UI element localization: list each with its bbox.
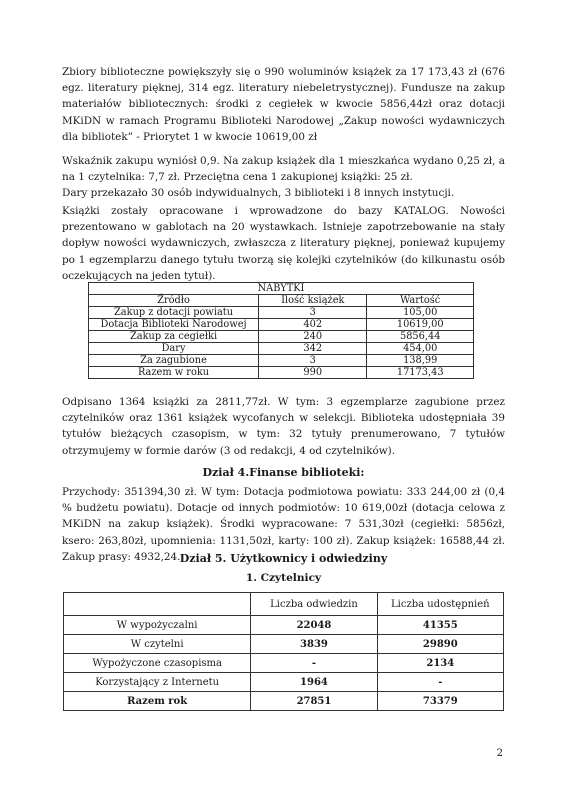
table-cell: Wypożyczone czasopisma <box>64 654 251 673</box>
table-cell: 990 <box>259 367 367 379</box>
table-cell: W wypożyczalni <box>64 616 251 635</box>
column-header: Liczba udostępnień <box>377 593 503 616</box>
table-cell: 22048 <box>251 616 377 635</box>
section-heading-users: Dział 5. Użytkownicy i odwiedziny <box>179 552 388 565</box>
table-row <box>89 331 474 343</box>
table-cell: Zakup z dotacji powiatu <box>89 307 259 319</box>
table-cell: Razem w roku <box>89 367 259 379</box>
table-cell: 17173,43 <box>367 367 474 379</box>
table-cell: - <box>377 673 503 692</box>
acquisitions-table <box>88 282 474 379</box>
table-caption: NABYTKI <box>89 283 474 295</box>
page-number: 2 <box>496 748 503 759</box>
table-row <box>64 616 504 635</box>
table-row <box>89 307 474 319</box>
subsection-heading-readers: 1. Czytelnicy <box>245 572 322 584</box>
table-cell: 1964 <box>251 673 377 692</box>
column-header: Wartość <box>367 295 474 307</box>
table-row <box>64 635 504 654</box>
table-cell: 41355 <box>377 616 503 635</box>
table-cell: 240 <box>259 331 367 343</box>
table-cell: 402 <box>259 319 367 331</box>
paragraph-catalog: Książki zostały opracowane i wprowadzone do bazy KATALOG. Nowości prezentowano w gablotach na 20 wystawkach. Istnieje zapotrzebowanie na stały dopływ nowości wydawniczych, zwłaszcza z literatury pięknej, ponieważ kupujemy po 1 egzemplarzu danego tytułu tworzą się kolejki czytelników (do kilkunastu osób oczekujących na jeden tytuł). <box>62 205 505 282</box>
table-row <box>64 673 504 692</box>
table-cell: W czytelni <box>64 635 251 654</box>
table-cell: Razem rok <box>64 692 251 711</box>
table-cell: 3839 <box>251 635 377 654</box>
table-cell: 29890 <box>377 635 503 654</box>
table-cell: Korzystający z Internetu <box>64 673 251 692</box>
table-row-total <box>89 367 474 379</box>
table-cell: Dary <box>89 343 259 355</box>
paragraph-finance: Przychody: 351394,30 zł. W tym: Dotacja podmiotowa powiatu: 333 244,00 zł (0,4 % budżetu powiatu). Dotacje od innych podmiotów: 10 619,00zł (dotacja celowa z MKiDN na zakup książek). Środki wypracowane: 7 531,30zł (cegiełki: 5856zł, ksero: 263,80zł, upomnienia: 1131,50zł, karty: 100 zł). Zakup książek: 16588,44 zł. Zakup prasy: 4932,24. <box>62 486 505 563</box>
table-cell: 2134 <box>377 654 503 673</box>
table-cell: Za zagubione <box>89 355 259 367</box>
table-cell: 454,00 <box>367 343 474 355</box>
table-cell: 342 <box>259 343 367 355</box>
table-cell: 27851 <box>251 692 377 711</box>
table-row <box>89 355 474 367</box>
table-cell: 5856,44 <box>367 331 474 343</box>
table-cell: 10619,00 <box>367 319 474 331</box>
column-header: Ilość książek <box>259 295 367 307</box>
column-header <box>64 593 251 616</box>
table-cell: Dotacja Biblioteki Narodowej <box>89 319 259 331</box>
table-row-total <box>64 692 504 711</box>
paragraph-withdrawals: Odpisano 1364 książki za 2811,77zł. W tym: 3 egzemplarze zagubione przez czytelników oraz 1361 książek wycofanych w selekcji. Biblioteka udostępniała 39 tytułów bieżących czasopism, w tym: 32 tytuły prenumerowano, 7 tytułów otrzymujemy w formie darów (3 od redakcji, 4 od czytelników). <box>62 396 505 457</box>
table-cell: 105,00 <box>367 307 474 319</box>
table-row <box>64 654 504 673</box>
section-heading-finance: Dział 4.Finanse biblioteki: <box>202 466 365 479</box>
column-header: Źródło <box>89 295 259 307</box>
column-header: Liczba odwiedzin <box>251 593 377 616</box>
readers-table <box>63 592 504 711</box>
table-cell: Zakup za cegiełki <box>89 331 259 343</box>
paragraph-donations: Dary przekazało 30 osób indywidualnych, 3 biblioteki i 8 innych instytucji. <box>62 187 455 199</box>
table-cell: 3 <box>259 307 367 319</box>
paragraph-acquisitions: Zbiory biblioteczne powiększyły się o 990 woluminów książek za 17 173,43 zł (676 egz. literatury pięknej, 314 egz. literatury niebeletrystycznej). Fundusze na zakup materiałów bibliotecznych: środki z cegiełek w kwocie 5856,44zł oraz dotacji MKiDN w ramach Programu Biblioteki Narodowej „Zakup nowości wydawniczych dla bibliotek” - Priorytet 1 w kwocie 10619,00 zł <box>62 66 505 143</box>
table-row <box>89 319 474 331</box>
table-cell: 73379 <box>377 692 503 711</box>
table-cell: 138,99 <box>367 355 474 367</box>
table-cell: 3 <box>259 355 367 367</box>
paragraph-purchase-index: Wskaźnik zakupu wyniósł 0,9. Na zakup książek dla 1 mieszkańca wydano 0,25 zł, a na 1 czytelnika: 7,7 zł. Przeciętna cena 1 zakupionej książki: 25 zł. <box>62 155 505 184</box>
table-cell: - <box>251 654 377 673</box>
table-row <box>89 343 474 355</box>
